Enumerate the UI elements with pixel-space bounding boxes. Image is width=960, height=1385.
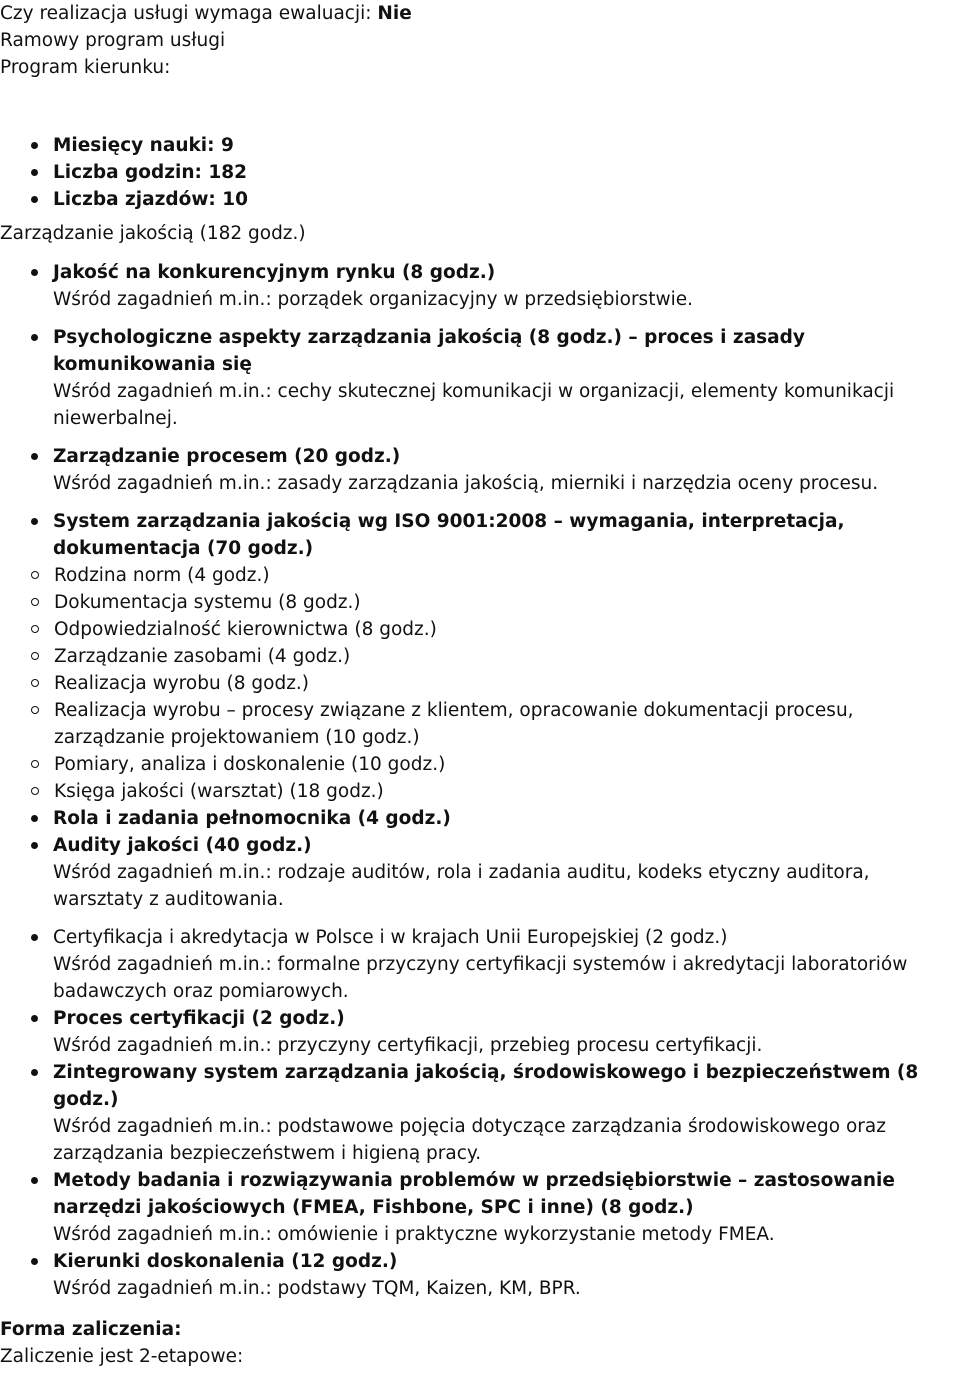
summary-item: Liczba godzin: 182 xyxy=(0,159,960,186)
section-title: Zarządzanie jakością (182 godz.) xyxy=(0,223,306,244)
topic-title: Rola i zadania pełnomocnika (4 godz.) xyxy=(53,808,451,829)
subtopic-list xyxy=(0,562,956,805)
summary-list xyxy=(0,132,960,213)
topic-item xyxy=(0,259,960,313)
topic-desc: Wśród zagadnień m.in.: formalne przyczyny certyfikacji systemów i akredytacji laboratoriów badawczych oraz pomiarowych. xyxy=(53,954,908,1002)
topic-title: Kierunki doskonalenia (12 godz.) xyxy=(53,1251,398,1272)
topic-title: Zintegrowany system zarządzania jakością, środowiskowego i bezpieczeństwem (8 godz.) xyxy=(53,1062,919,1110)
topic-desc: Wśród zagadnień m.in.: podstawowe pojęcia dotyczące zarządzania środowiskowego oraz zarządzania bezpieczeństwem i higieną pracy. xyxy=(53,1116,886,1164)
topic-desc: Wśród zagadnień m.in.: podstawy TQM, Kaizen, KM, BPR. xyxy=(53,1278,581,1299)
topic-item xyxy=(0,443,960,497)
topic-desc: Wśród zagadnień m.in.: omówienie i praktyczne wykorzystanie metody FMEA. xyxy=(53,1224,775,1245)
topic-item xyxy=(0,924,960,1005)
program-label: Program kierunku: xyxy=(0,57,171,78)
topic-item xyxy=(0,508,960,805)
spacer xyxy=(0,81,960,132)
assessment-label: Forma zaliczenia: xyxy=(0,1319,182,1340)
evaluation-value: Nie xyxy=(377,3,412,24)
topic-item xyxy=(0,832,960,913)
topic-desc: Wśród zagadnień m.in.: rodzaje auditów, rola i zadania auditu, kodeks etyczny auditora, warsztaty z auditowania. xyxy=(53,862,870,910)
summary-item: Miesięcy nauki: 9 xyxy=(0,132,960,159)
topic-title: System zarządzania jakością wg ISO 9001:2008 – wymagania, interpretacja, dokumentacja (70 godz.) xyxy=(53,511,845,559)
topic-item xyxy=(0,1005,960,1059)
assessment-text: Zaliczenie jest 2-etapowe: xyxy=(0,1346,244,1367)
topic-item xyxy=(0,1059,960,1167)
subtopic-item: Księga jakości (warsztat) (18 godz.) xyxy=(0,778,956,805)
topic-desc: Wśród zagadnień m.in.: przyczyny certyfikacji, przebieg procesu certyfikacji. xyxy=(53,1035,763,1056)
framework-title: Ramowy program usługi xyxy=(0,30,226,51)
topic-title: Zarządzanie procesem (20 godz.) xyxy=(53,446,401,467)
evaluation-line xyxy=(0,0,960,27)
subtopic-item: Rodzina norm (4 godz.) xyxy=(0,562,956,589)
subtopic-item: Realizacja wyrobu – procesy związane z klientem, opracowanie dokumentacji procesu, zarządzanie projektowaniem (10 godz.) xyxy=(0,697,956,751)
topic-title: Jakość na konkurencyjnym rynku (8 godz.) xyxy=(53,262,496,283)
subtopic-item: Dokumentacja systemu (8 godz.) xyxy=(0,589,956,616)
topic-item xyxy=(0,1248,960,1302)
summary-item: Liczba zjazdów: 10 xyxy=(0,186,960,213)
topic-desc: Wśród zagadnień m.in.: porządek organizacyjny w przedsiębiorstwie. xyxy=(53,289,693,310)
topic-desc: Wśród zagadnień m.in.: zasady zarządzania jakością, mierniki i narzędzia oceny procesu. xyxy=(53,473,879,494)
topic-title: Proces certyfikacji (2 godz.) xyxy=(53,1008,345,1029)
topic-title: Metody badania i rozwiązywania problemów w przedsiębiorstwie – zastosowanie narzędzi jakościowych (FMEA, Fishbone, SPC i inne) (8 godz.) xyxy=(53,1170,895,1218)
topic-item xyxy=(0,324,960,432)
topic-title: Audity jakości (40 godz.) xyxy=(53,835,312,856)
topic-item xyxy=(0,1167,960,1248)
evaluation-label: Czy realizacja usługi wymaga ewaluacji: xyxy=(0,3,372,24)
topic-list xyxy=(0,259,960,1302)
subtopic-item: Pomiary, analiza i doskonalenie (10 godz.) xyxy=(0,751,956,778)
topic-desc: Wśród zagadnień m.in.: cechy skutecznej komunikacji w organizacji, elementy komunikacji niewerbalnej. xyxy=(53,381,895,429)
topic-title: Certyfikacja i akredytacja w Polsce i w krajach Unii Europejskiej (2 godz.) xyxy=(53,927,728,948)
subtopic-item: Odpowiedzialność kierownictwa (8 godz.) xyxy=(0,616,956,643)
subtopic-item: Realizacja wyrobu (8 godz.) xyxy=(0,670,956,697)
topic-title: Psychologiczne aspekty zarządzania jakością (8 godz.) – proces i zasady komunikowania się xyxy=(53,327,805,375)
topic-item xyxy=(0,805,960,832)
subtopic-item: Zarządzanie zasobami (4 godz.) xyxy=(0,643,956,670)
